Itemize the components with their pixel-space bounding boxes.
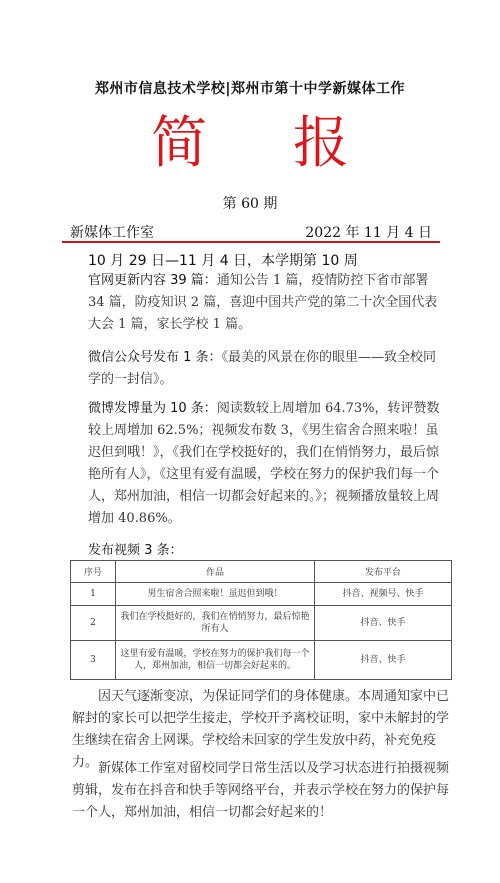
issue-number: 第 60 期 (222, 196, 278, 212)
bulletin-title: 简 报 (151, 111, 383, 176)
row-work: 我们在学校挺好的，我们在悄悄努力，最后惊艳所有人 (116, 606, 315, 641)
table-row (71, 641, 452, 680)
studio-name: 新媒体工作室 (70, 225, 154, 241)
row-work: 男生宿舍合照来啦！虽迟但到哦！ (116, 583, 315, 606)
header-no: 序号 (71, 561, 116, 583)
weibo-lead: 微博发博量为 10 条： (88, 401, 217, 416)
wechat-paragraph (88, 347, 443, 391)
table-row (71, 606, 452, 641)
row-no: 1 (71, 583, 116, 606)
row-no: 2 (71, 606, 116, 641)
wechat-text: 《最美的风景在你的眼里——致全校同学的一封信》。 (88, 350, 437, 387)
row-platform: 抖音、快手 (315, 606, 452, 641)
wechat-lead: 微信公众号发布 1 条： (88, 350, 222, 365)
videos-lead: 发布视频 3 条： (88, 543, 183, 558)
row-platform: 抖音、快手 (315, 641, 452, 680)
red-divider (62, 241, 440, 243)
row-no: 3 (71, 641, 116, 680)
website-text: 通知公告 1 篇，疫情防控下省市部署 34 篇，防疫知识 2 篇，喜迎中国共产党的第二十次全国代表大会 1 篇，家长学校 1 篇。 (88, 273, 438, 332)
weibo-paragraph (88, 398, 443, 530)
videos-table (70, 560, 452, 680)
body-paragraph-2: 新媒体工作室对留校同学日常生活以及学习状态进行拍摄视频剪辑，发布在抖音和快手等网络平台，并表示学校在努力的保护每一个人，郑州加油，相信一切都会好起来的！ (72, 761, 450, 820)
website-update-paragraph (88, 270, 443, 336)
week-range: 10 月 29 日—11 月 4 日，本学期第 10 周 (88, 253, 358, 269)
weibo-text: 阅读数较上周增加 64.73%，转评赞数较上周增加 62.5%；视频发布数 3，《男生宿舍合照来啦！虽迟但到哦！》，《我们在学校挺好的，我们在悄悄努力，最后惊艳所有人》，《这里有爱有温暖，学校在努力的保护我们每一个人，郑州加油，相信一切都会好起来的。》；视频播放量较上周增加 40.86%。 (88, 401, 440, 526)
website-lead: 官网更新内容 39 篇： (88, 273, 217, 288)
row-work: 这里有爱有温暖，学校在努力的保护我们每一个人，郑州加油，相信一切都会好起来的。 (116, 641, 315, 680)
body-paragraph-1: 因天气逐渐变凉，为保证同学们的身体健康。本周通知家中已解封的家长可以把学生接走，学校开予离校证明，家中未解封的学生继续在宿舍上网课。学校给未回家的学生发放中药，补充免疫力。 (72, 689, 450, 770)
table-row (71, 583, 452, 606)
table-header-row (71, 561, 452, 583)
meta-row (70, 222, 432, 242)
header-work: 作品 (116, 561, 315, 583)
row-platform: 抖音、视频号、快手 (315, 583, 452, 606)
header-platform: 发布平台 (315, 561, 452, 583)
publish-date: 2022 年 11 月 4 日 (305, 225, 432, 241)
organization-header: 郑州市信息技术学校|郑州市第十中学新媒体工作 (94, 81, 406, 97)
